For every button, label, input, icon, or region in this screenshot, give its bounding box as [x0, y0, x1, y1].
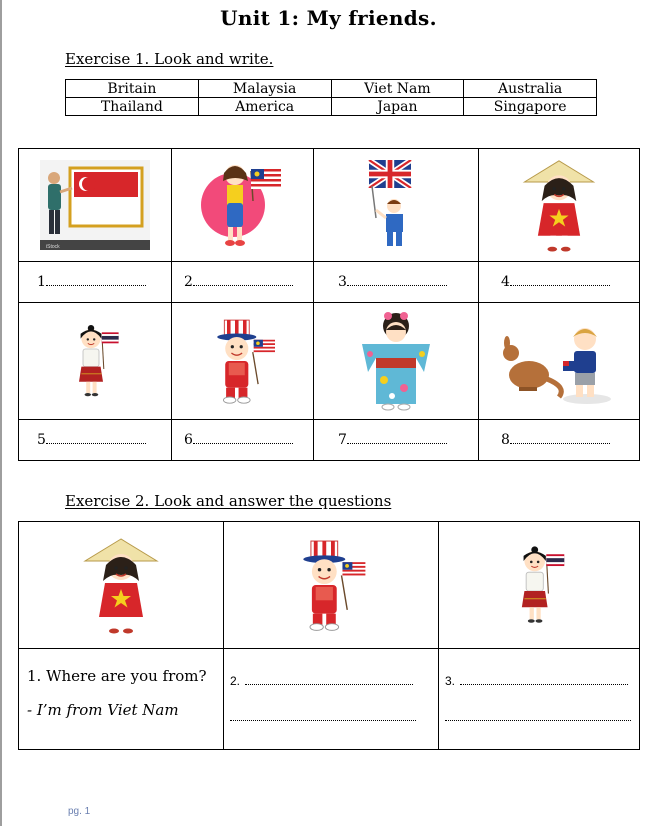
word-bank-cell: Japan: [331, 98, 464, 116]
answer-dots: [245, 684, 413, 685]
blank-dots: [347, 443, 447, 444]
word-bank-cell: Malaysia: [198, 80, 331, 98]
blank-number: 3: [338, 274, 347, 290]
blank-number: 2: [184, 274, 193, 290]
word-bank-cell: Thailand: [66, 98, 199, 116]
blank-cell-6[interactable]: [172, 420, 314, 461]
blank-cell-8[interactable]: [479, 420, 640, 461]
blank-dots: [347, 285, 447, 286]
exercise1-heading: Exercise 1. Look and write.: [65, 50, 274, 68]
picture-cell: [439, 522, 640, 649]
blank-dots: [510, 443, 610, 444]
girl-with-thailand-flag-image: [509, 539, 569, 631]
girl-with-thailand-flag-image: [67, 318, 123, 404]
answer-number: 3.: [445, 674, 456, 688]
picture-cell: [479, 303, 640, 420]
exercise2-question-grid: [18, 521, 640, 750]
blank-cell-5[interactable]: [19, 420, 172, 461]
picture-row: [19, 522, 640, 649]
answer-row: [19, 649, 640, 750]
blank-number: 6: [184, 432, 193, 448]
blank-cell-1[interactable]: [19, 262, 172, 303]
answer-row: [19, 262, 640, 303]
word-bank-cell: Britain: [66, 80, 199, 98]
page-number: pg. 1: [68, 806, 91, 817]
answer-dots: [230, 720, 416, 721]
girl-with-malaysia-flag-image: [193, 159, 293, 251]
example-answer: - I’m from Viet Nam: [27, 701, 179, 719]
word-bank-row: [66, 98, 597, 116]
picture-cell: [314, 149, 479, 262]
picture-cell: [172, 303, 314, 420]
blank-number: 5: [37, 432, 46, 448]
exercise2-heading: Exercise 2. Look and answer the questions: [65, 492, 392, 510]
answer-dots: [460, 684, 628, 685]
answer-cell-2[interactable]: [224, 649, 439, 750]
blank-dots: [46, 443, 146, 444]
answer-cell-3[interactable]: [439, 649, 640, 750]
exercise1-picture-grid: [18, 148, 640, 461]
page-title: Unit 1: My friends.: [220, 6, 437, 30]
page-left-edge: [0, 0, 2, 826]
girl-viet-nam-ao-dai-image: [520, 157, 598, 253]
blank-cell-4[interactable]: [479, 262, 640, 303]
boy-with-britain-flag-image: [366, 158, 426, 252]
girl-japan-kimono-image: [354, 308, 438, 414]
picture-cell: [479, 149, 640, 262]
word-bank-cell: Australia: [464, 80, 597, 98]
word-bank-cell: Viet Nam: [331, 80, 464, 98]
answer-row: [19, 420, 640, 461]
answer-dots: [445, 720, 631, 721]
blank-number: 1: [37, 274, 46, 290]
word-bank-cell: Singapore: [464, 98, 597, 116]
blank-number: 8: [501, 432, 510, 448]
word-bank-table: [65, 79, 597, 116]
blank-dots: [510, 285, 610, 286]
blank-cell-7[interactable]: [314, 420, 479, 461]
example-answer-cell: [19, 649, 224, 750]
boy-australia-kangaroo-image: [489, 313, 629, 409]
boy-with-america-flag-image: [288, 537, 374, 633]
istock-watermark: iStock: [46, 244, 60, 250]
picture-cell: [19, 149, 172, 262]
example-question: 1. Where are you from?: [27, 667, 207, 685]
word-bank-cell: America: [198, 98, 331, 116]
blank-dots: [46, 285, 146, 286]
picture-row: [19, 149, 640, 262]
blank-number: 7: [338, 432, 347, 448]
blank-cell-3[interactable]: [314, 262, 479, 303]
answer-number: 2.: [230, 674, 241, 688]
picture-cell: [224, 522, 439, 649]
blank-dots: [193, 443, 293, 444]
picture-cell: [19, 303, 172, 420]
blank-number: 4: [501, 274, 510, 290]
blank-cell-2[interactable]: [172, 262, 314, 303]
boy-with-america-flag-image: [203, 315, 283, 407]
word-bank-row: [66, 80, 597, 98]
picture-cell: [314, 303, 479, 420]
man-with-singapore-flag-image: [40, 160, 150, 250]
girl-viet-nam-ao-dai-image: [81, 535, 161, 635]
blank-dots: [193, 285, 293, 286]
picture-cell: [172, 149, 314, 262]
picture-row: [19, 303, 640, 420]
picture-cell: [19, 522, 224, 649]
